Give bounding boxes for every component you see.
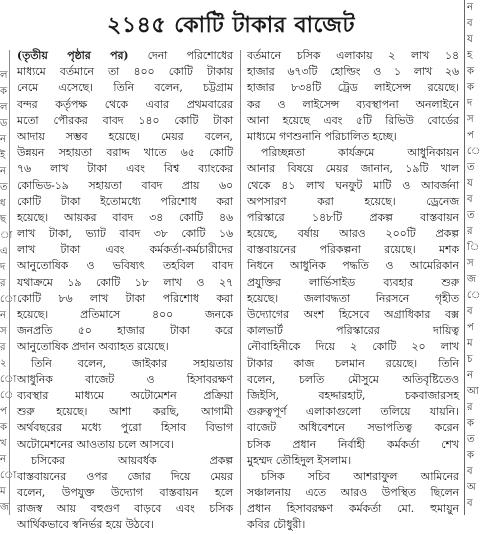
article-text-line: কর ও লাইসেন্স ব্যবস্থাপনা অনলাইনে bbox=[247, 97, 459, 111]
article-text-line: অপসারণ করা হয়েছে। ড্রেনেজ bbox=[247, 194, 459, 208]
article-text-line: আনা হয়েছে এবং ৫টি রিভিউ বোর্ডের bbox=[247, 113, 459, 127]
column-1-body bbox=[17, 64, 233, 533]
cut-off-text-fragment: ন bbox=[467, 370, 473, 381]
article-text-line: বন্দর কর্তৃপক্ষ থেকে এবার প্রথমবারের bbox=[17, 97, 233, 111]
article-text-line: কবির চৌধুরী। bbox=[247, 518, 306, 532]
article-text-line: গুরুত্বপূর্ণ এলাকাগুলো তলিয়ে যায়নি। bbox=[247, 405, 459, 419]
cut-off-text-fragment: ব bbox=[467, 194, 473, 205]
cut-off-text-fragment: ন bbox=[0, 166, 6, 177]
cut-off-text-fragment: ক bbox=[0, 422, 7, 433]
right-neighbor-column-fragment bbox=[467, 0, 480, 515]
column-2-body bbox=[247, 48, 459, 534]
cut-off-text-fragment: ব bbox=[467, 466, 473, 477]
article-text-line: হয়েছে, বর্ষায় আরও ২০০টি প্রকল্প bbox=[247, 227, 459, 241]
article-text-line: মুহম্মদ তৌহিদুল ইসলাম। bbox=[247, 453, 352, 467]
cut-off-text-fragment: প bbox=[0, 406, 7, 417]
cut-off-text-fragment: ে bbox=[467, 290, 480, 301]
article-text-line: কোভিড-১৯ সহায়তা বাবদ প্রায় ৬০ bbox=[17, 178, 233, 192]
cut-off-text-fragment: র bbox=[0, 278, 6, 289]
article-text-line: প্রযুক্তির লার্ভিসাইড ব্যবহার শুরু bbox=[247, 275, 459, 289]
cut-off-text-fragment: স bbox=[467, 114, 474, 125]
cut-off-text-fragment: ব bbox=[467, 498, 473, 509]
article-text-line: কালভার্ট পরিস্কারের দায়িত্ব bbox=[247, 324, 459, 338]
cut-off-text-fragment: া bbox=[0, 230, 13, 241]
cut-off-text-fragment: য bbox=[467, 34, 473, 45]
article-text-line: নৌবাহিনীকে দিয়ে ২ কোটি ২০ লাখ bbox=[247, 340, 459, 354]
article-text-line: পরিস্কারে ১৪৮টি প্রকল্প বাস্তবায়ন bbox=[247, 210, 459, 224]
article-text-line: প্রধান হিসাবরক্ষণ কর্মকর্তা মো. হুমায়ুন bbox=[247, 502, 459, 516]
cut-off-text-fragment: ল bbox=[0, 102, 8, 113]
article-text-line: কোটি টাকা ইতোমধ্যে পরিশোধ করা bbox=[17, 194, 233, 208]
cut-off-text-fragment: ত bbox=[467, 162, 475, 173]
first-line-text: দেনা পরিশোধের bbox=[128, 49, 233, 62]
cut-off-text-fragment: ড bbox=[0, 118, 8, 129]
cut-off-text-fragment: প bbox=[467, 322, 474, 333]
cut-off-text-fragment: ো bbox=[0, 374, 17, 385]
article-text-line: হয়েছে। আয়কর বাবদ ৩৪ কোটি ৪৬ bbox=[17, 210, 233, 224]
article-text-line: উন্নয়ন সহায়তা বরাদ্দ খাতে ৬৫ কোটি bbox=[17, 146, 233, 160]
middle-column-rule bbox=[240, 50, 241, 515]
cut-off-text-fragment: ই bbox=[0, 150, 6, 161]
article-text-line: হয়েছে। প্রতিমাসে ৪০০ জনকে bbox=[17, 308, 233, 321]
article-text-line: বাস্তবায়নের পরিকল্পনা রয়েছে। মশক bbox=[247, 243, 459, 257]
cut-off-text-fragment: ক bbox=[0, 86, 7, 97]
article-text-line: অটোমেশনের আওতায় চলে আসবে। bbox=[17, 437, 174, 451]
article-text-line: চসিক প্রধান নির্বাহী কর্মকর্তা শেখ bbox=[247, 437, 459, 451]
article-column-1 bbox=[17, 48, 233, 534]
cut-off-text-fragment: ক bbox=[467, 450, 474, 461]
cut-off-text-fragment: য bbox=[467, 178, 473, 189]
cut-off-text-fragment: অ bbox=[467, 482, 476, 493]
article-column-2 bbox=[247, 48, 459, 534]
article-text-line: হয়েছে। জলাবদ্ধতা নিরসনে গৃহীত bbox=[247, 291, 459, 305]
article-text-line: লাখ টাকা, ভ্যাট বাবদ ৩৮ কোটি ১৬ bbox=[17, 227, 233, 241]
article-text-line: বাস্তবায়নের ওপর জোর দিয়ে মেয়র bbox=[17, 469, 233, 483]
article-text-line: বলেন, উপযুক্ত উদ্যোগ বাস্তবায়ন হলে bbox=[17, 486, 233, 500]
left-column-rule bbox=[9, 50, 10, 515]
article-text-line: নিধনে আধুনিক পদ্ধতি ও আমেরিকান bbox=[247, 259, 459, 273]
cut-off-text-fragment: চ bbox=[467, 354, 473, 365]
article-text-line: তিনি বলেন, জাইকার সহায়তায় bbox=[31, 356, 233, 370]
cut-off-text-fragment: দ bbox=[0, 262, 6, 273]
article-text-line: চসিক সচিব আশরাফুল আমিনের bbox=[261, 469, 459, 483]
article-text-line: যথাক্রমে ১৯ কোটি ১৮ লাখ ও ২৭ bbox=[17, 275, 233, 289]
article-text-line: চসিকের আয়বর্ধক প্রকল্প bbox=[31, 453, 233, 467]
article-text-line: পরিচ্ছন্নতা কার্যক্রমে আধুনিকায়ন bbox=[261, 146, 459, 160]
article-text-line: বাজেট অধিবেশনে সভাপতিত্ব করেন bbox=[247, 421, 459, 435]
article-text-line: ৭৬ লাখ টাকা এবং বিশ্ব ব্যাংকের bbox=[17, 162, 233, 176]
article-text-line: আনুতোষিক ও ভবিষ্যৎ তহবিল বাবদ bbox=[17, 259, 233, 273]
cut-off-text-fragment: জ bbox=[0, 502, 9, 513]
article-text-line: উদ্যোগের অংশ হিসেবে অগ্রাধিকার বক্স bbox=[247, 308, 459, 321]
cut-off-text-fragment: ছ bbox=[0, 214, 7, 225]
right-column-rule bbox=[464, 0, 465, 515]
article-text-line: আধুনিক বাজেট ও হিসাবরক্ষণ bbox=[17, 372, 233, 386]
cut-off-text-fragment: ে bbox=[0, 390, 14, 401]
cut-off-text-fragment: র bbox=[467, 402, 473, 413]
cut-off-text-fragment: ত bbox=[0, 182, 8, 193]
article-text-line: মাধ্যমে গণশুনানি পরিচালিত হচ্ছে। bbox=[247, 129, 397, 143]
cut-off-text-fragment: ২ bbox=[0, 358, 7, 369]
article-text-line: জনপ্রতি ৫০ হাজার টাকা করে bbox=[17, 324, 233, 338]
article-text-line: আনার বিষয়ে মেয়র জানান, ১৯টি খাল bbox=[247, 162, 459, 176]
continuation-tag: (তৃতীয় পৃষ্ঠার পর) bbox=[17, 49, 129, 62]
cut-off-text-fragment: ম bbox=[467, 338, 473, 349]
cut-off-text-fragment: ক bbox=[467, 82, 474, 93]
cut-off-text-fragment: ব bbox=[467, 18, 473, 29]
cut-off-text-fragment: খ bbox=[0, 438, 7, 449]
article-text-line: নেমে এসেছে। তিনি বলেন, চট্টগ্রাম bbox=[17, 81, 233, 95]
cut-off-text-fragment: ন bbox=[0, 134, 6, 145]
article-text-line: বলেন, চলতি মৌসুমে অতিবৃষ্টিতেও bbox=[247, 372, 459, 386]
cut-off-text-fragment: স bbox=[0, 326, 7, 337]
article-text-line: রাজস্ব আয় বহুগুণ বাড়বে এবং চসিক bbox=[17, 502, 233, 516]
article-text-line: ব্যবস্থার মাধ্যমে অটোমেশন প্রক্রিয়া bbox=[17, 388, 233, 402]
cut-off-text-fragment: হ bbox=[467, 50, 473, 61]
article-headline: ২১৪৫ কোটি টাকার বাজেট bbox=[107, 12, 355, 38]
cut-off-text-fragment: ক bbox=[467, 418, 474, 429]
cut-off-text-fragment: ন bbox=[0, 454, 6, 465]
article-text-line: বর্তমানে চসিক এলাকায় ২ লাখ ১৪ bbox=[247, 49, 459, 62]
column-1-first-line bbox=[17, 48, 233, 64]
article-text-line: শুরু হয়েছে। আশা করছি, আগামী bbox=[17, 405, 233, 419]
cut-off-text-fragment: ে bbox=[467, 146, 480, 157]
article-text-line: সঞ্চালনায় এতে আরও উপস্থিত ছিলেন bbox=[247, 486, 459, 500]
article-text-line: আর্থিকভাবে স্বনির্ভর হয়ে উঠবে। bbox=[17, 518, 154, 532]
article-text-line: কোটি ৮৬ লাখ টাকা পরিশোধ করা bbox=[17, 291, 233, 305]
cut-off-text-fragment: ল bbox=[0, 70, 8, 81]
cut-off-text-fragment: স bbox=[467, 258, 474, 269]
article-text-line: হাজার ৮৩৪টি ট্রেড লাইসেন্স রয়েছে। bbox=[247, 81, 459, 95]
article-text-line: আদায় সম্ভব হয়েছে। মেয়র বলেন, bbox=[17, 129, 233, 143]
article-text-line: টাকার কাজ চলমান রয়েছে। তিনি bbox=[247, 356, 459, 370]
cut-off-text-fragment: ব bbox=[467, 306, 473, 317]
cut-off-text-fragment: ধ bbox=[0, 198, 6, 209]
article-text-line: লাখ টাকা এবং কর্মকর্তা-কর্মচারীদের bbox=[17, 243, 233, 257]
cut-off-text-fragment: র bbox=[0, 342, 6, 353]
cut-off-text-fragment: ো bbox=[0, 470, 17, 481]
cut-off-text-fragment: জ bbox=[467, 274, 476, 285]
cut-off-text-fragment: র bbox=[467, 226, 473, 237]
article-text-line: অর্থবছরের মধ্যে পুরো হিসাব বিভাগ bbox=[17, 421, 233, 435]
article-text-line: মাধ্যমে বর্তমানে তা ৪০০ কোটি টাকায় bbox=[17, 65, 233, 79]
cut-off-text-fragment: দ bbox=[467, 98, 473, 109]
article-text-line: আনুতোষিক প্রদান অব্যাহত রয়েছে। bbox=[17, 340, 169, 354]
article-text-line: থেকে ৪১ লাখ ঘনফুট মাটি ও আবর্জনা bbox=[247, 178, 459, 192]
cut-off-text-fragment: ো bbox=[0, 294, 17, 305]
cut-off-text-fragment: ক bbox=[467, 66, 474, 77]
cut-off-text-fragment: ত bbox=[467, 210, 475, 221]
cut-off-text-fragment: এ bbox=[0, 246, 8, 257]
cut-off-text-fragment: ি bbox=[467, 242, 480, 253]
cut-off-text-fragment: ন bbox=[0, 310, 6, 321]
article-text-line: মতো পৌরকর বাবদ ১৪০ কোটি টাকা bbox=[17, 113, 233, 127]
cut-off-text-fragment: আ bbox=[467, 386, 479, 397]
article-text-line: হাজার ৬৭৩টি হোল্ডিং ও ১ লাখ ২৬ bbox=[247, 65, 459, 79]
cut-off-text-fragment: ন bbox=[467, 2, 473, 13]
cut-off-text-fragment: ত bbox=[467, 434, 475, 445]
article-text-line: জিইসি, বহদ্দারহাট, চকবাজারসহ bbox=[247, 388, 459, 402]
cut-off-text-fragment: ম bbox=[0, 486, 6, 497]
cut-off-text-fragment: প bbox=[467, 130, 474, 141]
